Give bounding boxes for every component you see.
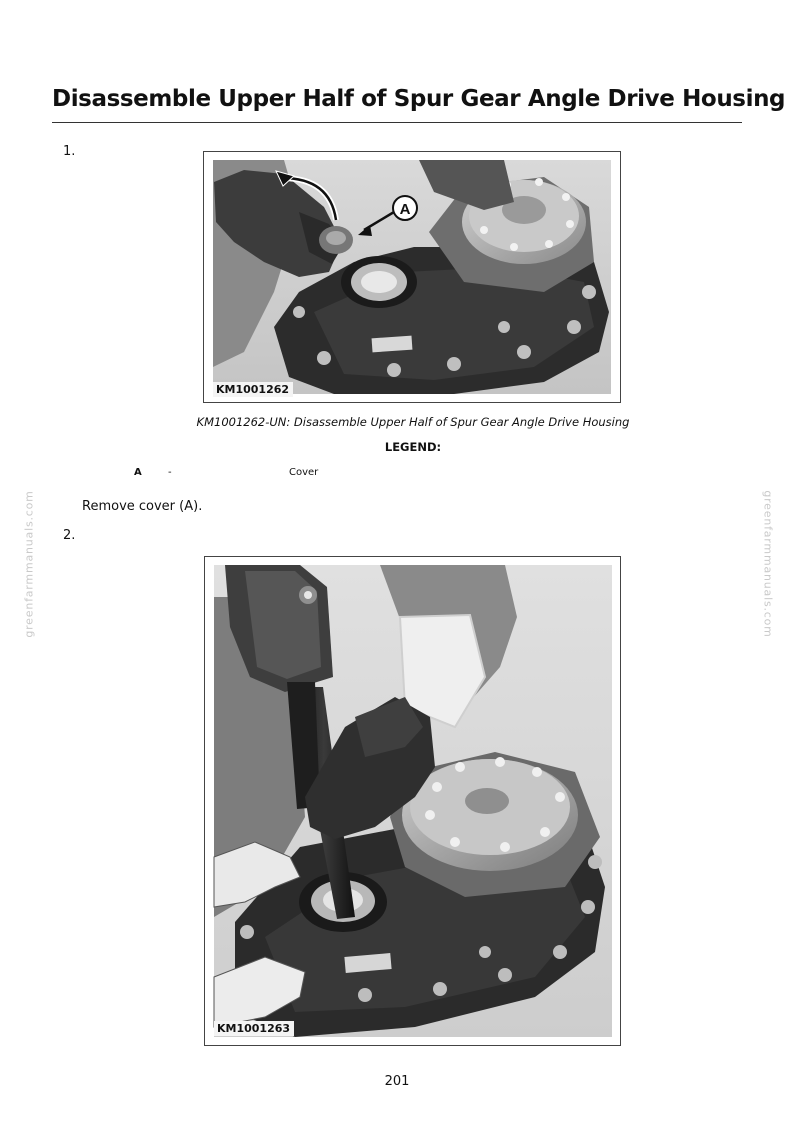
figure-caption-1: KM1001262-UN: Disassemble Upper Half of Spur Gear Angle Drive Housing (196, 415, 630, 429)
page-number: 201 (384, 1074, 410, 1089)
legend-key: A (134, 467, 142, 478)
step-1-figure (203, 151, 621, 403)
page-title: Disassemble Upper Half of Spur Gear Angle Drive Housing (52, 86, 786, 112)
title-divider (52, 122, 742, 123)
watermark-right: greenfarmmanuals.com (761, 490, 775, 638)
figure-label-1: KM1001262 (213, 382, 293, 397)
legend-description: Cover (289, 467, 319, 478)
callout-a: A (399, 201, 411, 218)
step-1-instruction: Remove cover (A). (82, 499, 203, 514)
photo-remove-cover (204, 152, 619, 401)
legend-separator: - (168, 467, 172, 478)
step-2-figure (204, 556, 621, 1046)
photo-drive-out-bearing (205, 557, 619, 1044)
watermark-left: greenfarmmanuals.com (22, 490, 36, 638)
step-1-number: 1. (63, 144, 76, 159)
legend-heading: LEGEND: (384, 440, 442, 454)
figure-label-2: KM1001263 (214, 1021, 294, 1036)
step-2-number: 2. (63, 528, 76, 543)
